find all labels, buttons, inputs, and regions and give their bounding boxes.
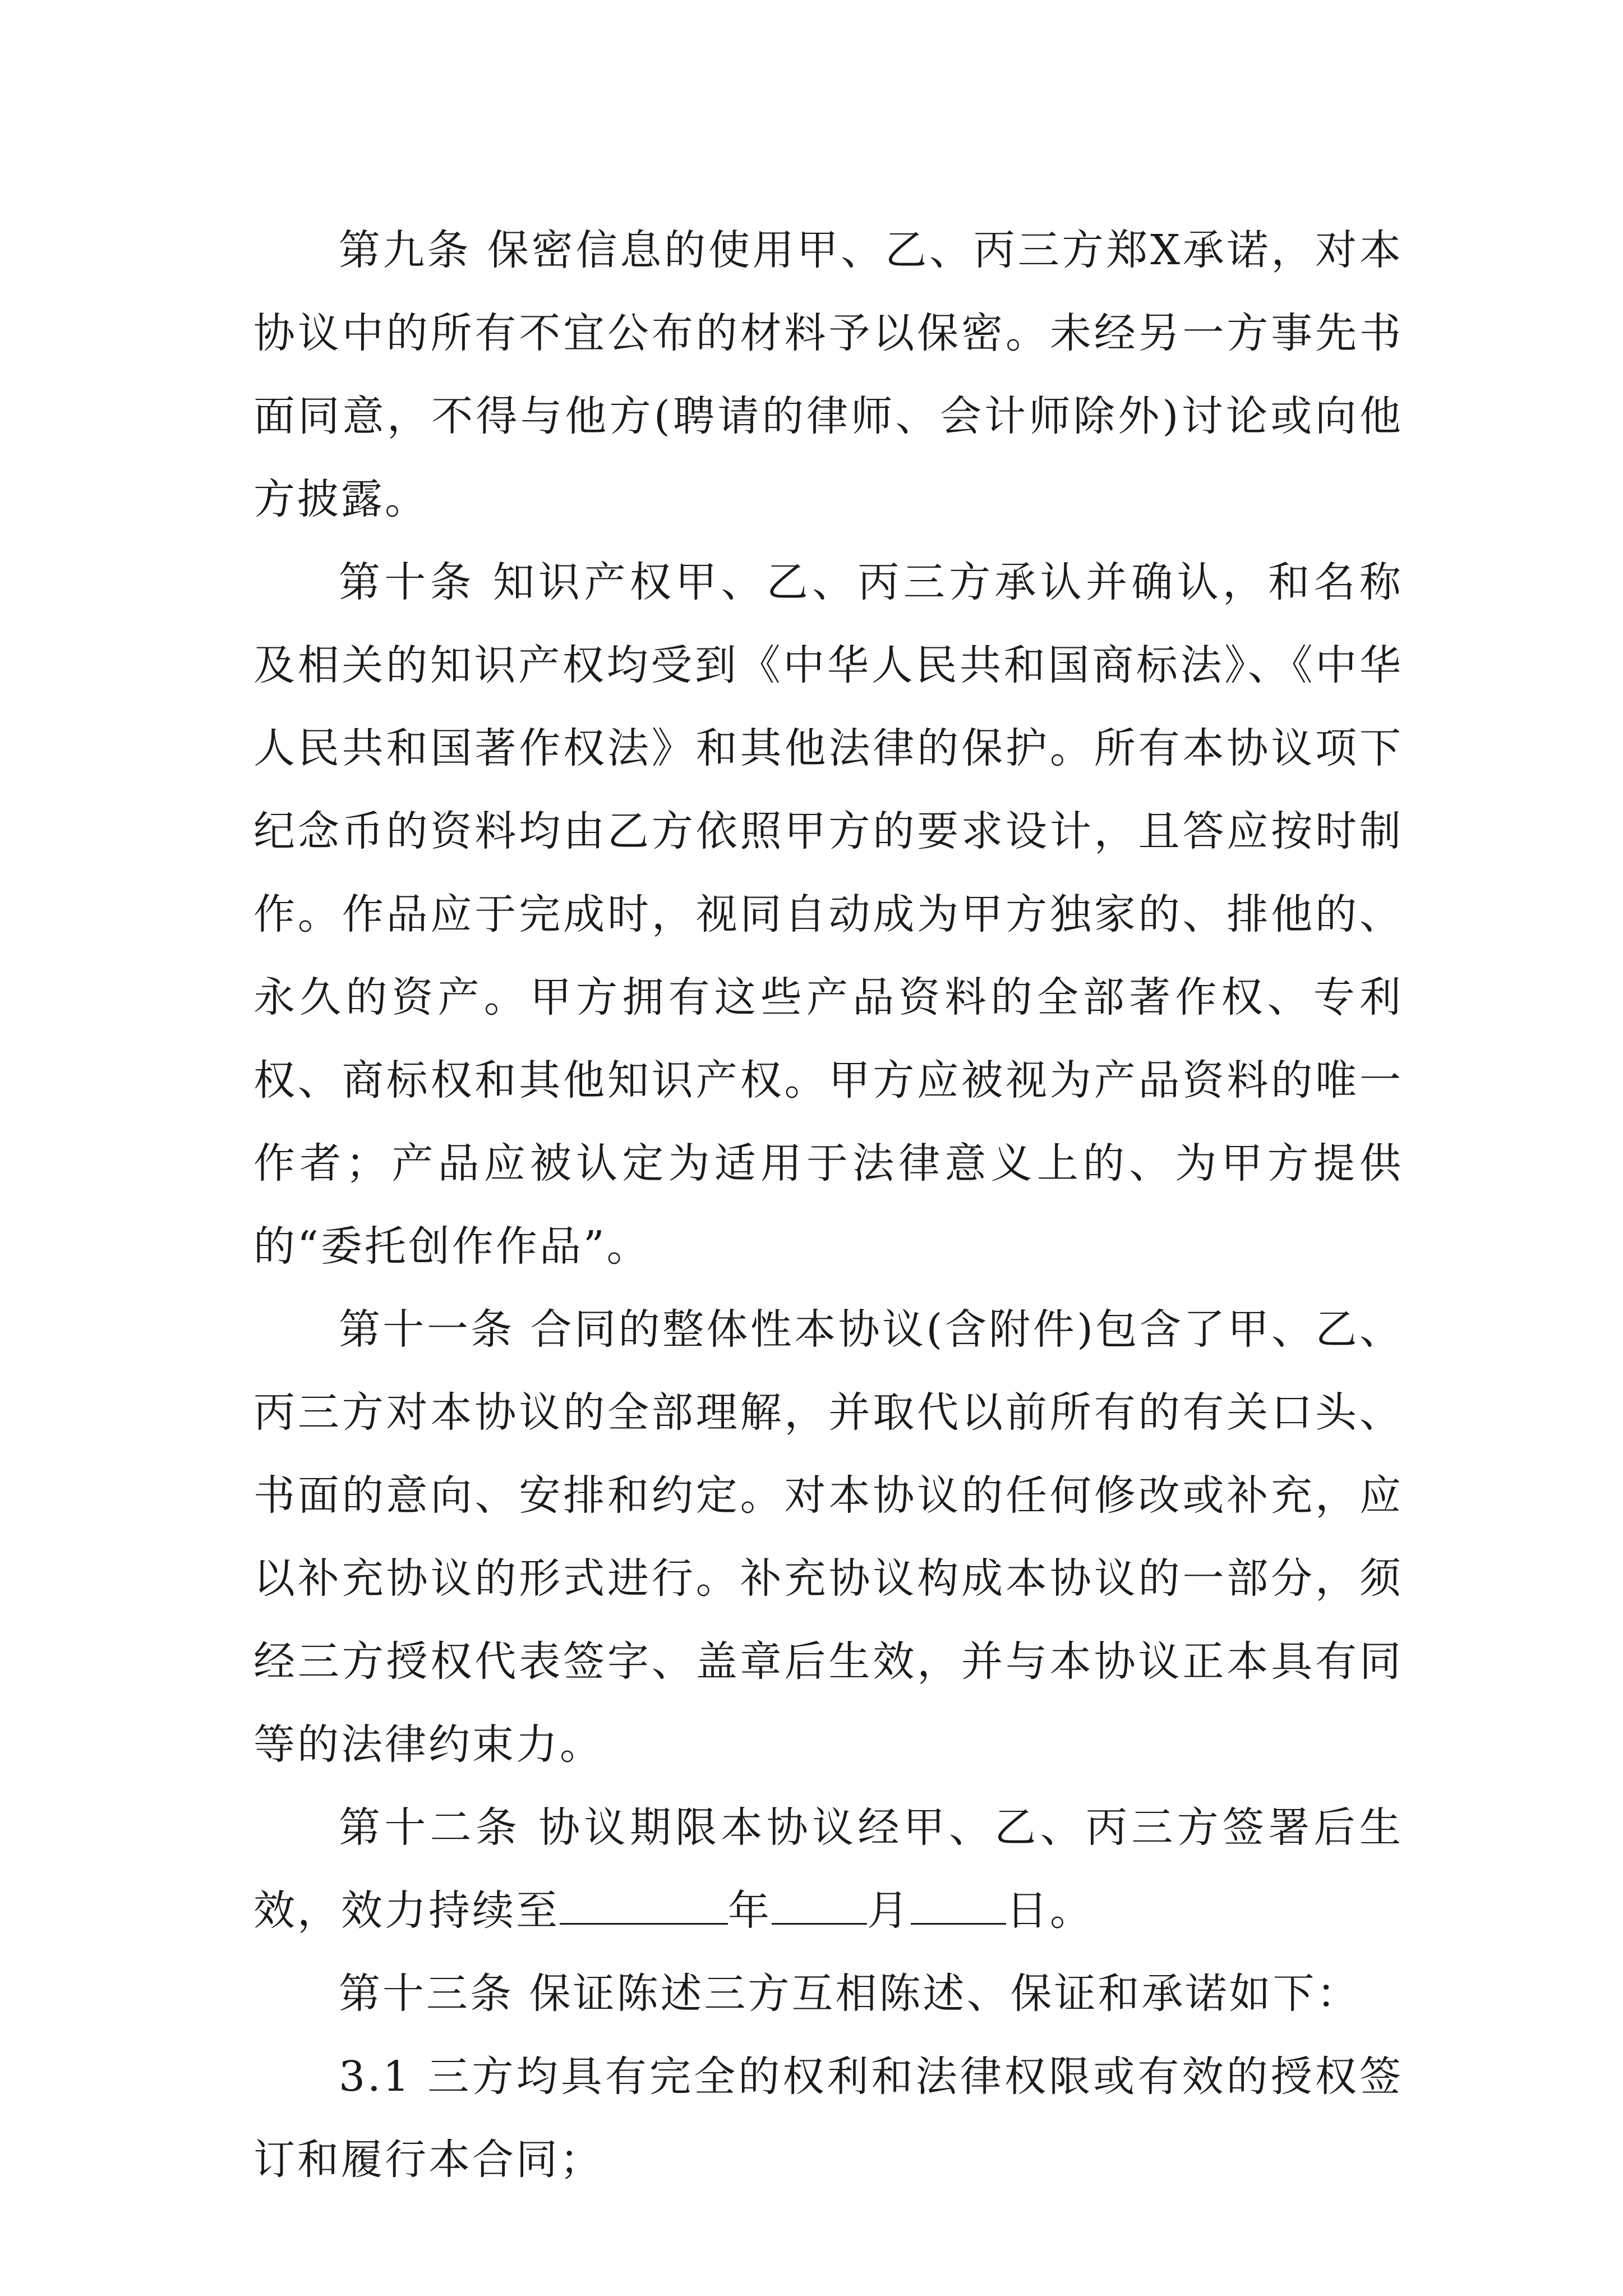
month-blank [772,1885,867,1925]
term-prefix: 第十二条 协议期限本协议经甲、乙、丙三方签署后生效，效力持续至 [253,1803,1403,1935]
clause-13-warranty-heading: 第十三条 保证陈述三方互相陈述、保证和承诺如下： [339,1970,1361,2018]
clause-11-entire-agreement: 第十一条 合同的整体性本协议(含附件)包含了甲、乙、丙三方对本协议的全部理解，并取代以前所有的有关口头、书面的意向、安排和约定。对本协议的任何修改或补充，应以补充协议的形式进行。补充协议构成本协议的一部分，须经三方授权代表签字、盖章后生效，并与本协议正本具有同等的法律约束力。 [253,1305,1403,1769]
clause-12-term [253,1786,1403,1952]
clause-9-confidentiality: 第九条 保密信息的使用甲、乙、丙三方郑X承诺，对本协议中的所有不宜公布的材料予以保密。未经另一方事先书面同意，不得与他方(聘请的律师、会计师除外)讨论或向他方披露。 [253,226,1403,523]
year-label: 年 [728,1887,772,1935]
day-label: 日。 [1006,1887,1094,1935]
month-label: 月 [867,1887,911,1935]
day-blank [911,1885,1006,1925]
document-body [253,209,1403,2201]
warranty-item-3-1: 3.1 三方均具有完全的权利和法律权限或有效的授权签订和履行本合同； [253,2053,1403,2184]
year-blank [560,1885,728,1925]
clause-10-intellectual-property: 第十条 知识产权甲、乙、丙三方承认并确认，和名称及相关的知识产权均受到《中华人民共和国商标法》、《中华人民共和国著作权法》和其他法律的保护。所有本协议项下纪念币的资料均由乙方依照甲方的要求设计，且答应按时制作。作品应于完成时，视同自动成为甲方独家的、排他的、永久的资产。甲方拥有这些产品资料的全部著作权、专利权、商标权和其他知识产权。甲方应被视为产品资料的唯一作者；产品应被认定为适用于法律意义上的、为甲方提供的“委托创作作品”。 [253,558,1403,1271]
